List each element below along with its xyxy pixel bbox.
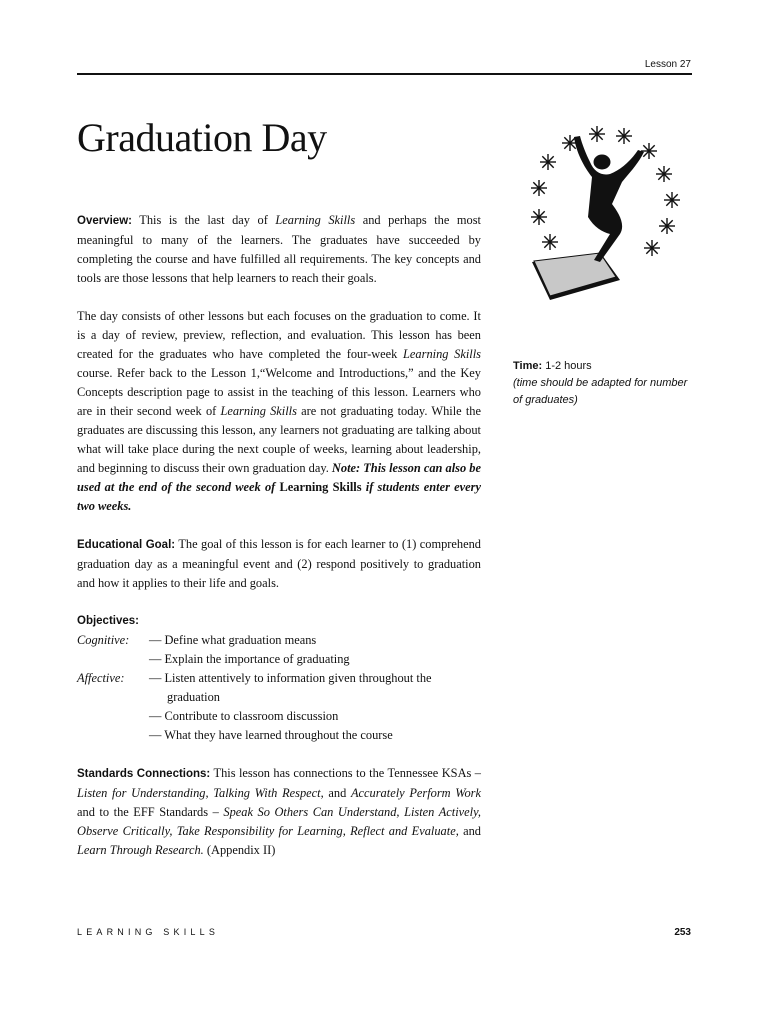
objective-item: — What they have learned throughout the course — [149, 728, 393, 742]
overview-text-continued: and perhaps the most meaningful to many of the learners. The graduates have succeeded by completing the course and have fulfilled all requirements. The key concepts and tools are those lessons that help learners to reach their goals. — [77, 213, 481, 285]
day-description-section — [77, 307, 481, 516]
objective-item: — Explain the importance of graduating — [149, 652, 350, 666]
jumping-figure — [574, 136, 644, 262]
affective-label: Affective: — [77, 671, 125, 685]
day-course-name-1: Learning Skills — [403, 347, 481, 361]
footer-course-title: LEARNING SKILLS — [77, 927, 220, 937]
day-course-name-2: Learning Skills — [220, 404, 297, 418]
lesson-label: Lesson 27 — [644, 59, 691, 70]
standards-text: and — [323, 786, 351, 800]
time-label: Time: — [513, 360, 543, 372]
overview-course-name: Learning Skills — [275, 213, 356, 227]
cognitive-label: Cognitive: — [77, 633, 130, 647]
objective-item: — Listen attentively to information given throughout the graduation — [149, 671, 432, 704]
objective-item: — Define what graduation means — [149, 633, 317, 647]
day-note-course: Learning Skills — [279, 480, 362, 494]
standards-appendix: (Appendix II) — [203, 843, 276, 857]
day-text-3: are not graduating today. While the graduates are discussing this lesson, any learners not graduating are talking about what will take place during the next couple of weeks, learning about leadership, and beginning to discuss their own graduation day. — [77, 404, 481, 475]
standards-text: and — [458, 824, 481, 838]
standards-text: This lesson has connections to the Tennessee KSAs – — [210, 766, 481, 780]
objectives-section — [77, 612, 481, 745]
time-note: (time should be adapted for number of graduates) — [513, 377, 688, 406]
day-note-end: if students enter every two weeks. — [77, 480, 481, 513]
stage-platform — [532, 253, 620, 300]
page-number: 253 — [674, 927, 691, 938]
educational-goal-section — [77, 535, 481, 593]
standards-section — [77, 764, 481, 860]
header-rule — [77, 73, 692, 75]
graduate-jumping-illustration — [522, 122, 688, 304]
day-note: Note: This lesson can also be used at the end of the second week of — [77, 461, 481, 494]
page-title: Graduation Day — [77, 115, 327, 160]
standards-eff-item: Learn Through Research. — [77, 843, 204, 857]
objective-item: — Contribute to classroom discussion — [149, 709, 339, 723]
standards-text: and to the EFF Standards – — [77, 805, 224, 819]
educational-goal-text: The goal of this lesson is for each learner to (1) comprehend graduation day as a meaningful event and (2) respond positively to graduation and how it applies to their life and goals. — [77, 537, 481, 590]
overview-section — [77, 211, 481, 288]
educational-goal-label: Educational Goal: — [77, 539, 176, 551]
standards-ksa-item: Accurately Perform Work — [350, 786, 482, 800]
time-value: 1-2 hours — [542, 360, 592, 372]
overview-label: Overview: — [77, 215, 132, 227]
time-sidebar — [513, 358, 688, 409]
objectives-label: Objectives: — [77, 615, 139, 627]
day-text-1: The day consists of other lessons but each focuses on the graduation to come. It is a day of review, preview, reflection, and evaluation. This lesson has been created for the graduates who have completed the four-week — [77, 309, 481, 361]
standards-label: Standards Connections: — [77, 768, 211, 780]
overview-text: This is the last day of — [131, 213, 276, 227]
standards-eff-list: Speak So Others Can Understand, Listen Actively, Observe Critically, Take Responsibility for Learning, Reflect and Evaluate, — [77, 805, 482, 838]
day-text-2: course. Refer back to the Lesson 1,“Welcome and Introductions,” and the Key Concepts description page to assist in the teaching of this lesson. Learners who are in their second week of — [77, 366, 481, 418]
standards-ksa-list: Listen for Understanding, Talking With Respect, — [77, 786, 324, 800]
